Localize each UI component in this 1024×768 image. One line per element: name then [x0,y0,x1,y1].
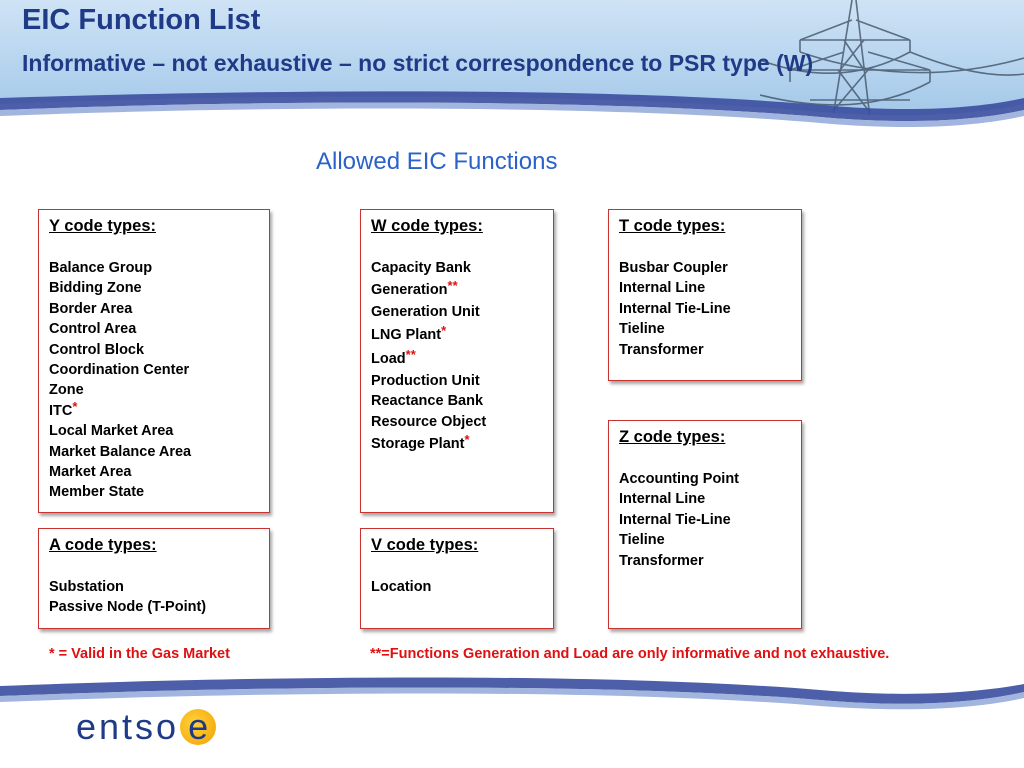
a-code-types-box [38,528,270,629]
list-item: Balance Group [49,260,153,276]
box-title: T code types: [619,217,726,235]
list-item [371,347,543,371]
footnote-mark: ** [447,278,458,294]
list-item: Internal Line [619,280,706,297]
list-item [371,323,543,347]
list-item-label: Load [371,350,406,367]
box-title: Y code types: [49,217,156,235]
list-item-label: LNG Plant [371,326,442,343]
list-item: Market Balance Area [49,443,192,460]
list-item: Substation [49,579,124,595]
list-item: Transformer [619,341,704,358]
list-item: Local Market Area [49,423,174,440]
list-item: Market Area [49,464,132,481]
list-item [371,278,543,302]
footnote-mark: * [72,398,78,414]
logo-text: entso [76,706,180,747]
list-item: Capacity Bank [371,260,471,276]
list-item: Member State [49,484,145,501]
list-item: Accounting Point [619,471,740,487]
t-code-types-box [608,209,802,381]
page-title: EIC Function List [22,4,261,36]
list-item: Location [371,579,432,595]
list-item-label: Generation [371,282,448,299]
box-title: A code types: [49,536,157,554]
section-heading: Allowed EIC Functions [316,148,558,175]
box-title: W code types: [371,217,483,235]
list-item: Production Unit [371,372,480,389]
v-code-types-box [360,528,554,629]
list-item [371,432,543,456]
list-item: Tieline [619,321,665,338]
list-item: Bidding Zone [49,280,142,297]
list-item: Internal Line [619,491,706,508]
list-item-label: ITC [49,402,73,419]
z-code-types-box [608,420,802,629]
list-item: Tieline [619,532,665,549]
page-subtitle: Informative – not exhaustive – no strict correspondence to PSR type (W) [22,50,814,76]
footnote-mark: * [464,432,470,448]
list-item: Internal Tie-Line [619,511,731,528]
list-item: Control Area [49,321,137,338]
list-item: Reactance Bank [371,393,484,410]
list-item [49,398,259,421]
logo-e-mark: e [180,709,216,745]
list-item: Busbar Coupler [619,260,728,276]
list-item: Control Block [49,341,145,358]
entsoe-logo [76,706,216,748]
list-item: Transformer [619,552,704,569]
footnote-mark: * [441,322,447,338]
list-item: Passive Node (T-Point) [49,599,207,616]
footnote-informative: **=Functions Generation and Load are only informative and not exhaustive. [370,646,890,662]
header-banner [0,0,1024,135]
list-item: Zone [49,382,84,399]
list-item: Coordination Center [49,362,190,379]
list-item: Border Area [49,300,133,317]
footnote-gas-market: * = Valid in the Gas Market [49,646,230,662]
box-title: Z code types: [619,428,726,446]
list-item: Generation Unit [371,304,480,321]
list-item-label: Storage Plant [371,436,465,453]
footnote-mark: ** [405,346,416,362]
list-item: Resource Object [371,413,487,430]
box-title: V code types: [371,536,479,554]
w-code-types-box [360,209,554,513]
y-code-types-box [38,209,270,513]
list-item: Internal Tie-Line [619,300,731,317]
